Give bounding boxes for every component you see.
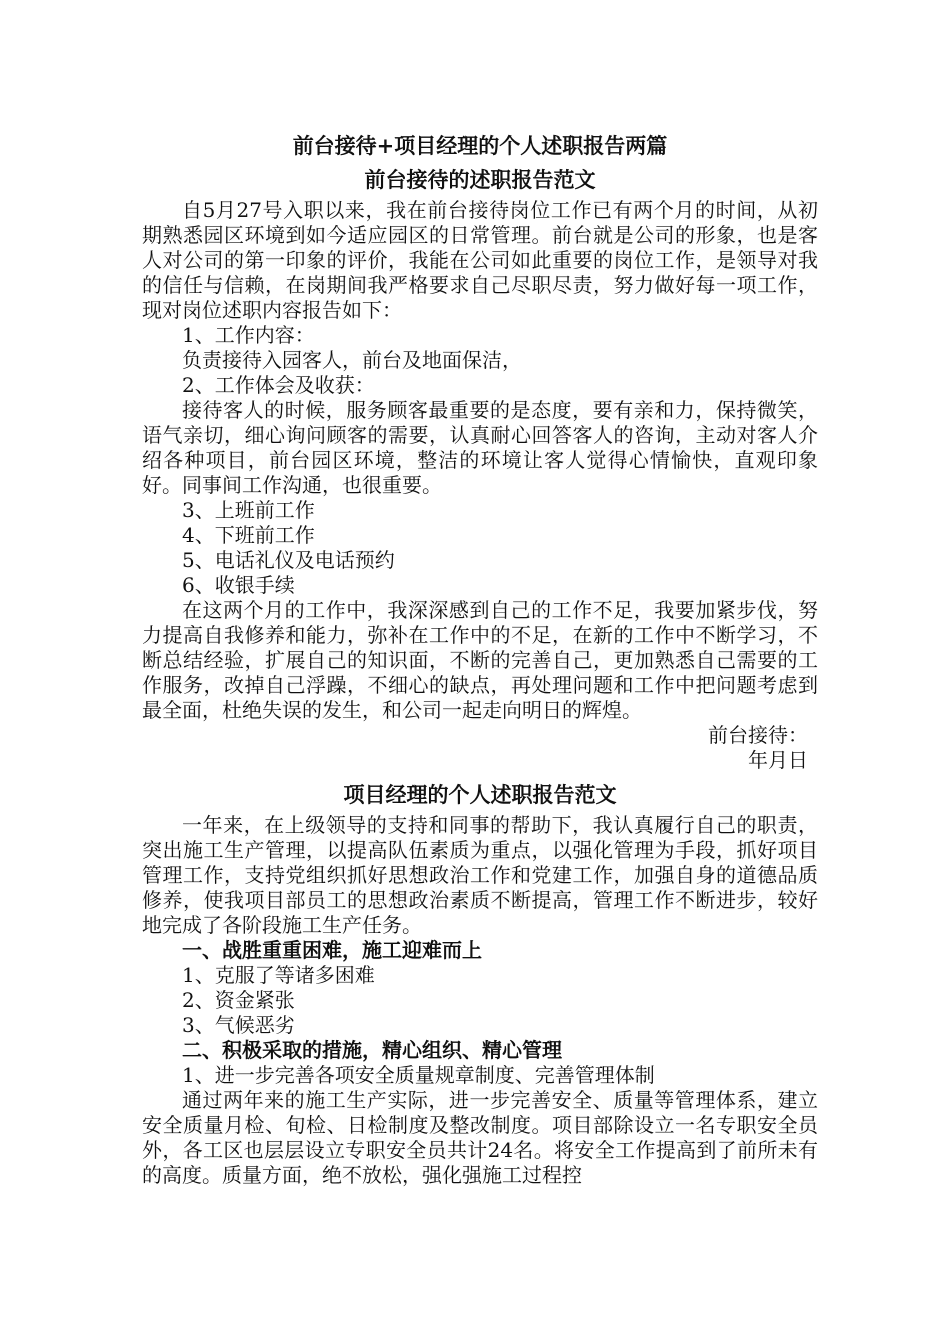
pm-heading-1-item-3: 3、气候恶劣 [182, 1013, 295, 1037]
reception-item-2: 2、工作体会及收获： [182, 373, 375, 397]
pm-intro-paragraph: 一年来，在上级领导的支持和同事的帮助下，我认真履行自己的职责，突出施工生产管理，以提高队伍素质为重点，以强化管理为手段，抓好项目管理工作，支持党组织抓好思想政治工作和党建工作，加强自身的道德品质修养，使我项目部员工的思想政治素质不断提高，管理工作不断进步，较好地完成了各阶段施工生产任务。 [142, 813, 818, 937]
section-title-project-manager: 项目经理的个人述职报告范文 [343, 782, 617, 807]
document-title: 前台接待+项目经理的个人述职报告两篇 [292, 133, 668, 158]
reception-item-1: 1、工作内容： [182, 323, 315, 347]
document-page [142, 128, 818, 1188]
pm-heading-1-item-2: 2、资金紧张 [182, 988, 295, 1012]
section-title-reception: 前台接待的述职报告范文 [364, 167, 596, 192]
pm-heading-2-item-1: 1、进一步完善各项安全质量规章制度、完善管理体制 [182, 1063, 655, 1087]
reception-closing-paragraph: 在这两个月的工作中，我深深感到自己的工作不足，我要加紧步伐，努力提高自我修养和能力，弥补在工作中的不足，在新的工作中不断学习，不断总结经验，扩展自己的知识面，不断的完善自己，更加熟悉自己需要的工作服务，改掉自己浮躁，不细心的缺点，再处理问题和工作中把问题考虑到最全面，杜绝失误的发生，和公司一起走向明日的辉煌。 [142, 598, 818, 722]
pm-heading-1-item-1: 1、克服了等诸多困难 [182, 963, 375, 987]
reception-intro-paragraph: 自5月27号入职以来，我在前台接待岗位工作已有两个月的时间，从初期熟悉园区环境到如今适应园区的日常管理。前台就是公司的形象，也是客人对公司的第一印象的评价，我能在公司如此重要的岗位工作，是领导对我的信任与信赖，在岗期间我严格要求自己尽职尽责，努力做好每一项工作，现对岗位述职内容报告如下： [142, 198, 818, 322]
pm-heading-1: 一、战胜重重困难，施工迎难而上 [182, 938, 482, 962]
pm-heading-2: 二、积极采取的措施，精心组织、精心管理 [182, 1038, 562, 1062]
reception-item-3: 3、上班前工作 [182, 498, 315, 522]
reception-item-1-text: 负责接待入园客人，前台及地面保洁， [182, 348, 522, 372]
reception-item-6: 6、收银手续 [182, 573, 295, 597]
reception-item-5: 5、电话礼仪及电话预约 [182, 548, 395, 572]
reception-item-4: 4、下班前工作 [182, 523, 315, 547]
reception-item-2-text: 接待客人的时候，服务顾客最重要的是态度，要有亲和力，保持微笑，语气亲切，细心询问顾客的需要，认真耐心回答客人的咨询，主动对客人介绍各种项目，前台园区环境，整洁的环境让客人觉得心情愉快，直观印象好。同事间工作沟通，也很重要。 [142, 398, 818, 497]
reception-signature: 前台接待： [708, 723, 808, 747]
reception-date: 年月日 [748, 748, 808, 772]
pm-heading-2-text: 通过两年来的施工生产实际，进一步完善安全、质量等管理体系，建立安全质量月检、旬检、日检制度及整改制度。项目部除设立一名专职安全员外，各工区也层层设立专职安全员共计24名。将安全工作提高到了前所未有的高度。质量方面，绝不放松，强化强施工过程控 [142, 1088, 818, 1187]
